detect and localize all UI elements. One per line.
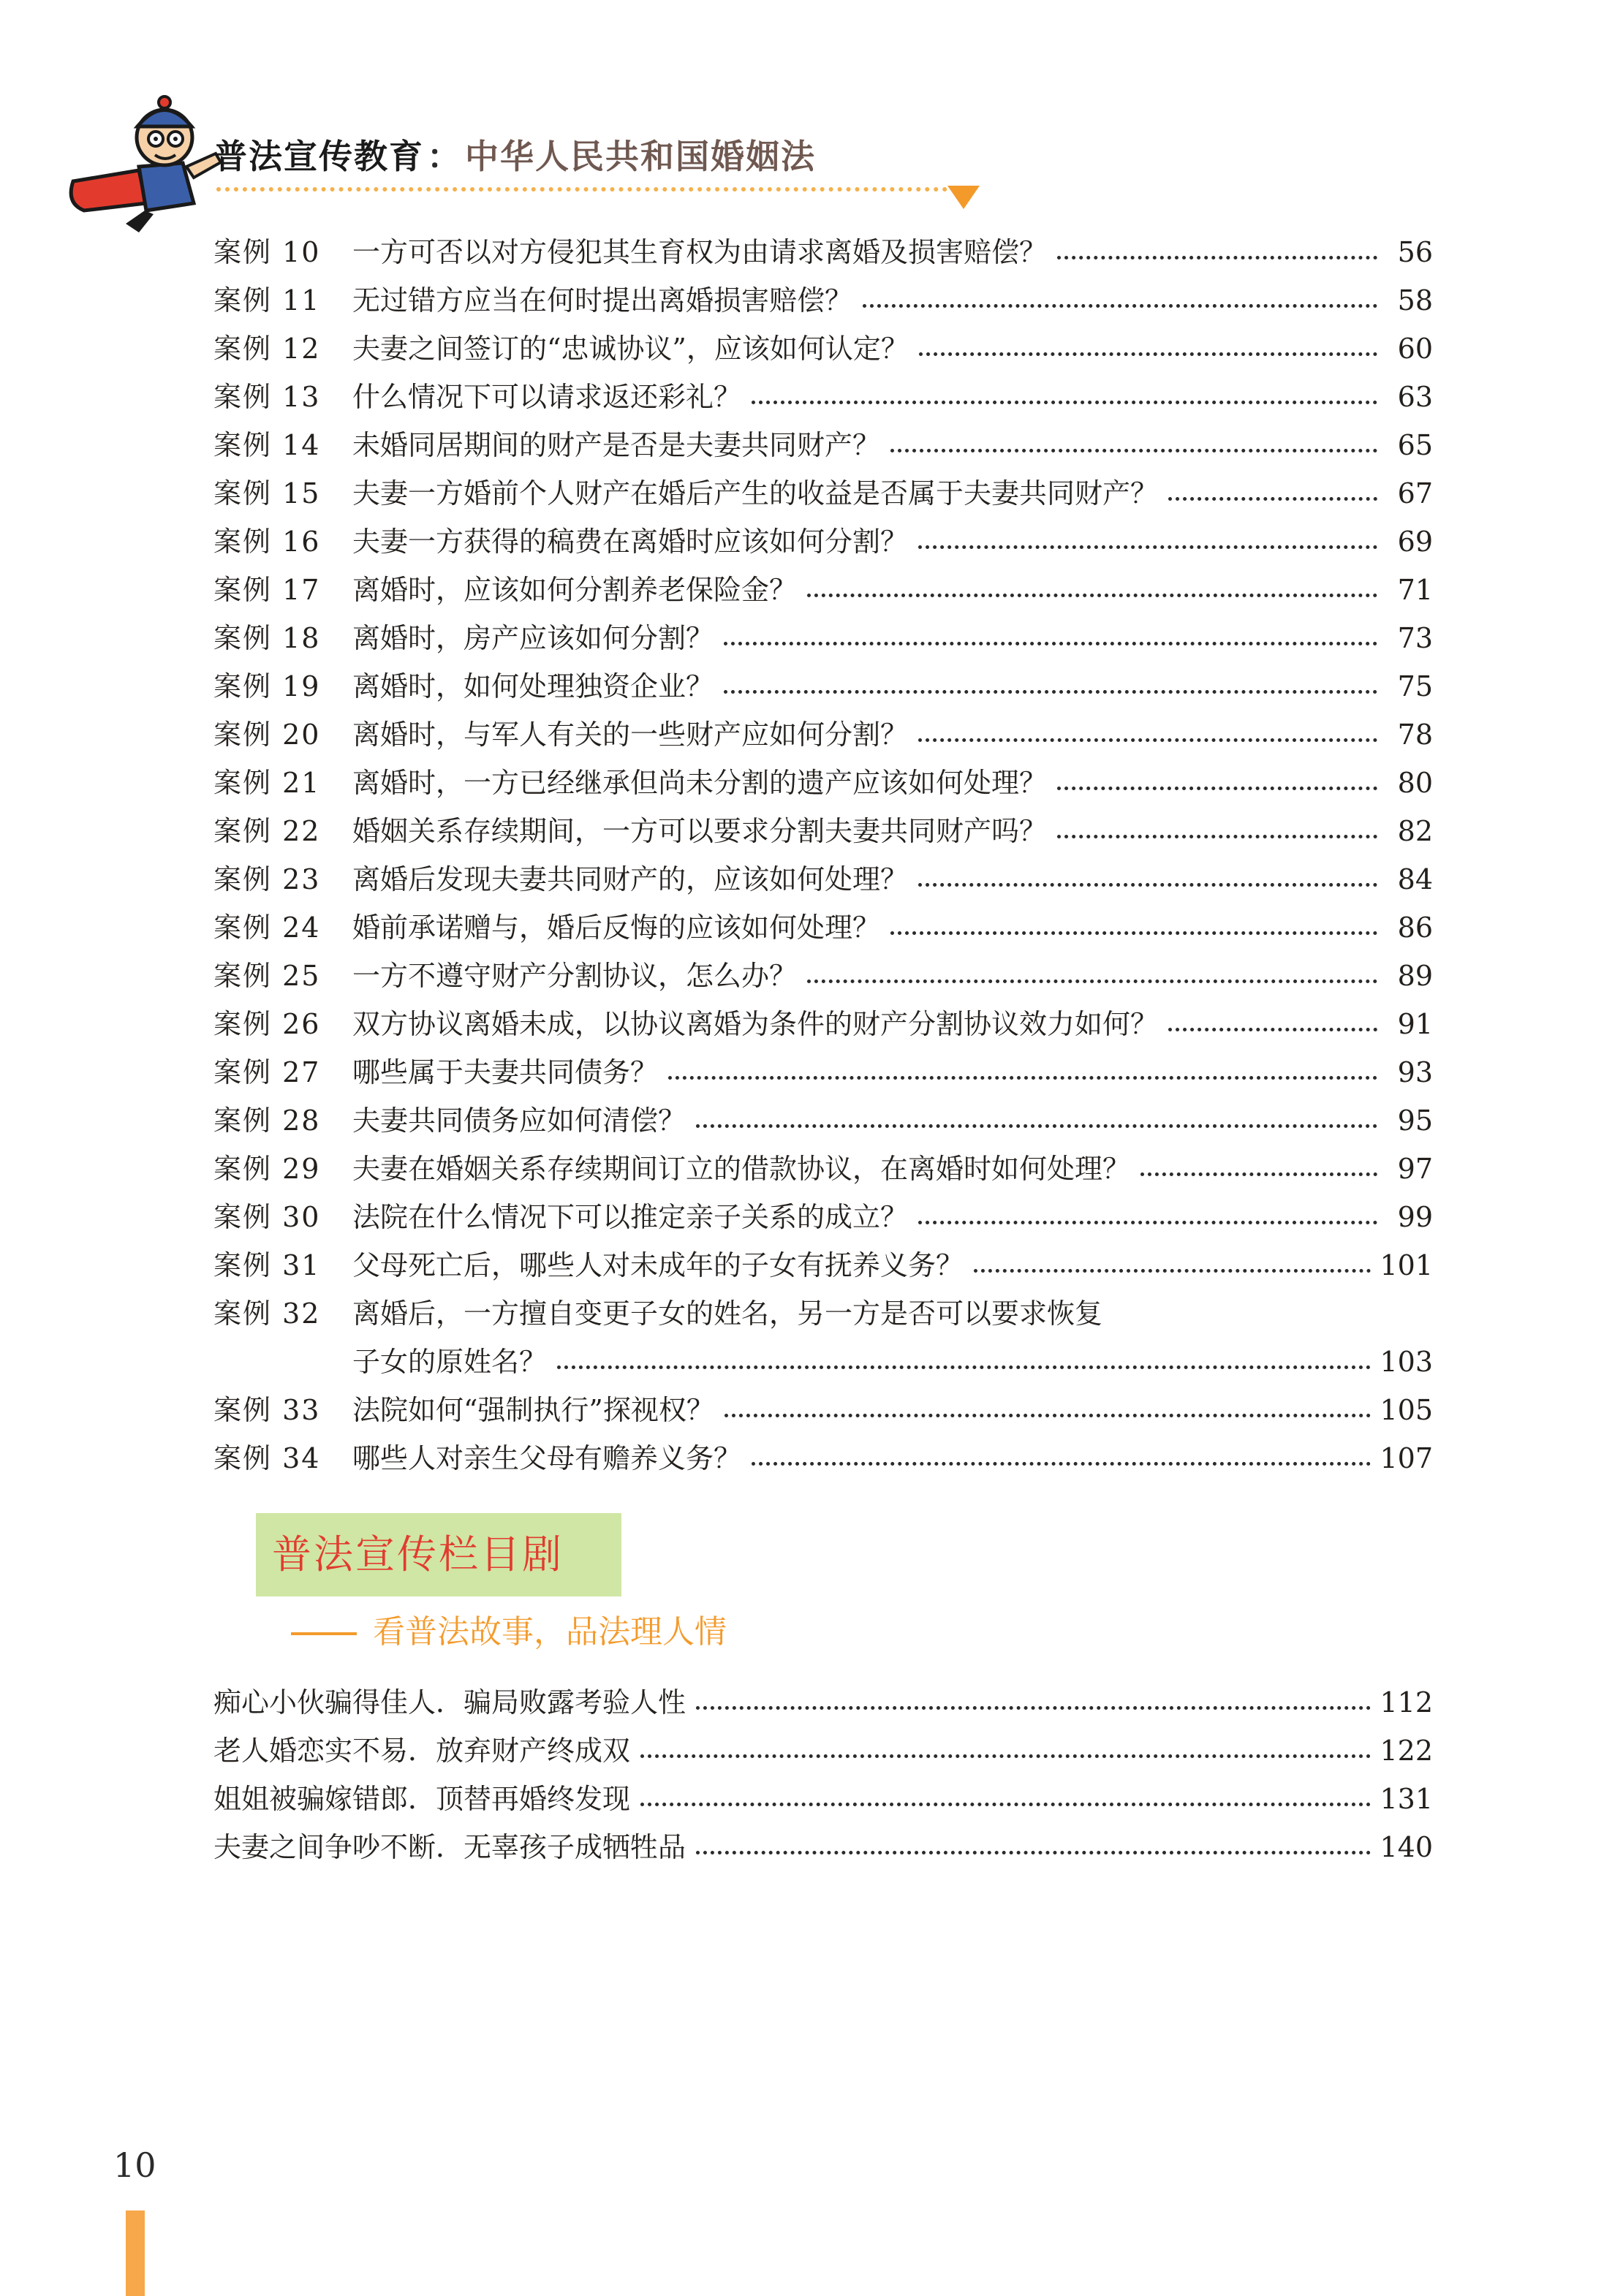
toc-entry[interactable] [213, 759, 1433, 807]
toc-entry[interactable] [213, 1289, 1433, 1338]
case-number: 案例 18 [213, 622, 321, 654]
page-ref: 58 [1397, 284, 1433, 317]
entry-title-continued: 子女的原姓名？ [352, 1346, 548, 1378]
dot-leader [752, 401, 1377, 404]
page-ref: 78 [1397, 719, 1433, 751]
case-number: 案例 34 [213, 1442, 321, 1474]
toc-entry[interactable] [213, 662, 1433, 711]
dot-leader [725, 1414, 1372, 1417]
toc-entry[interactable] [213, 855, 1433, 903]
toc-entry[interactable] [213, 952, 1433, 1000]
page-ref: 107 [1380, 1442, 1433, 1474]
entry-title: 离婚时，一方已经继承但尚未分割的遗产应该如何处理？ [352, 767, 1048, 799]
case-number: 案例 11 [213, 284, 321, 317]
case-number: 案例 27 [213, 1056, 321, 1088]
dot-leader [724, 642, 1377, 645]
toc-entry[interactable] [213, 566, 1433, 614]
triangle-marker-icon [947, 186, 980, 209]
dot-leader [1057, 835, 1377, 838]
case-number: 案例 32 [213, 1297, 321, 1330]
entry-title: 无过错方应当在何时提出离婚损害赔偿？ [352, 284, 853, 317]
dot-leader [918, 545, 1377, 549]
dot-leader [863, 304, 1377, 308]
entry-title: 哪些属于夫妻共同债务？ [352, 1056, 659, 1088]
story-entry[interactable] [213, 1823, 1433, 1871]
page-ref: 69 [1397, 526, 1433, 558]
toc-entry[interactable] [213, 325, 1433, 373]
story-entry[interactable] [213, 1678, 1433, 1727]
entry-title: 夫妻一方获得的稿费在离婚时应该如何分割？ [352, 526, 909, 558]
case-number: 案例 28 [213, 1105, 321, 1137]
page-ref: 86 [1397, 912, 1433, 944]
case-number: 案例 21 [213, 767, 321, 799]
dot-leader [807, 980, 1377, 983]
story-title: 老人婚恋实不易．放弃财产终成双 [213, 1735, 631, 1767]
entry-title: 夫妻一方婚前个人财产在婚后产生的收益是否属于夫妻共同财产？ [352, 477, 1159, 509]
entry-title: 离婚时，如何处理独资企业？ [352, 670, 714, 702]
entry-title: 离婚时，应该如何分割养老保险金？ [352, 574, 798, 606]
case-number: 案例 12 [213, 333, 321, 365]
entry-title: 夫妻之间签订的“忠诚协议”，应该如何认定？ [352, 333, 909, 365]
page-ref: 140 [1380, 1831, 1433, 1863]
case-number: 案例 10 [213, 236, 321, 268]
dot-leader [890, 931, 1377, 935]
page-ref: 101 [1380, 1249, 1433, 1281]
entry-title: 双方协议离婚未成，以协议离婚为条件的财产分割协议效力如何？ [352, 1008, 1159, 1040]
case-number: 案例 16 [213, 526, 321, 558]
dot-leader [1168, 1028, 1377, 1031]
page-ref: 97 [1397, 1153, 1433, 1185]
entry-title: 父母死亡后，哪些人对未成年的子女有抚养义务？ [352, 1249, 964, 1281]
entry-title: 法院如何“强制执行”探视权？ [352, 1394, 714, 1426]
page-ref: 65 [1397, 429, 1433, 461]
dot-leader [668, 1076, 1377, 1080]
page-ref: 73 [1397, 622, 1433, 654]
toc-entry[interactable] [213, 373, 1433, 421]
toc-entry[interactable] [213, 1193, 1433, 1241]
page-ref: 75 [1397, 670, 1433, 702]
dot-leader [752, 1462, 1371, 1466]
story-entry[interactable] [213, 1727, 1433, 1775]
title-separator: ： [427, 137, 462, 176]
entry-title: 离婚时，与军人有关的一些财产应如何分割？ [352, 719, 909, 751]
toc-entry[interactable] [213, 1048, 1433, 1096]
case-number: 案例 33 [213, 1394, 321, 1426]
toc-entry[interactable] [213, 1386, 1433, 1434]
page-ref: 60 [1397, 333, 1433, 365]
case-number: 案例 20 [213, 719, 321, 751]
story-list [213, 1678, 1433, 1871]
page-ref: 122 [1380, 1735, 1433, 1767]
toc-entry[interactable] [213, 1096, 1433, 1145]
toc-entry[interactable] [213, 614, 1433, 662]
case-number: 案例 22 [213, 815, 321, 847]
case-number: 案例 30 [213, 1201, 321, 1233]
dot-leader [1057, 787, 1377, 790]
dot-leader [974, 1269, 1371, 1273]
toc-entry-continuation[interactable] [213, 1338, 1433, 1386]
case-number: 案例 19 [213, 670, 321, 702]
story-title: 痴心小伙骗得佳人．骗局败露考验人性 [213, 1686, 686, 1719]
page-ref: 103 [1380, 1346, 1433, 1378]
entry-title: 什么情况下可以请求返还彩礼？ [352, 381, 742, 413]
header-title [213, 130, 816, 178]
entry-title: 法院在什么情况下可以推定亲子关系的成立？ [352, 1201, 909, 1233]
case-number: 案例 31 [213, 1249, 321, 1281]
case-number: 案例 26 [213, 1008, 321, 1040]
case-number: 案例 14 [213, 429, 321, 461]
page-ref: 89 [1397, 960, 1433, 992]
page-ref: 99 [1397, 1201, 1433, 1233]
entry-title: 婚前承诺赠与，婚后反悔的应该如何处理？ [352, 912, 881, 944]
case-number: 案例 17 [213, 574, 321, 606]
dot-leader [640, 1754, 1371, 1758]
dot-leader [1168, 497, 1377, 501]
toc-entry[interactable] [213, 276, 1433, 325]
entry-title: 夫妻共同债务应如何清偿？ [352, 1105, 686, 1137]
subtitle-dash [291, 1632, 357, 1635]
entry-title: 离婚后发现夫妻共同财产的，应该如何处理？ [352, 863, 909, 895]
section-title: 普法宣传栏目剧 [272, 1531, 564, 1577]
page-edge-bar [126, 2210, 145, 2296]
series-title: 普法宣传教育 [213, 137, 424, 176]
page-ref: 63 [1397, 381, 1433, 413]
page-header [0, 0, 1623, 234]
page-ref: 131 [1380, 1783, 1433, 1815]
page-ref: 56 [1397, 236, 1433, 268]
toc-entry[interactable] [213, 1000, 1433, 1048]
book-title: 中华人民共和国婚姻法 [465, 137, 816, 176]
entry-title: 哪些人对亲生父母有赡养义务？ [352, 1442, 742, 1474]
dot-leader [724, 690, 1377, 694]
page-ref: 84 [1397, 863, 1433, 895]
page-number: 10 [113, 2145, 156, 2185]
case-number: 案例 24 [213, 912, 321, 944]
page-ref: 105 [1380, 1394, 1433, 1426]
dot-leader [696, 1851, 1371, 1854]
page-ref: 71 [1397, 574, 1433, 606]
page-ref: 67 [1397, 477, 1433, 509]
dot-leader [557, 1365, 1371, 1369]
case-number: 案例 13 [213, 381, 321, 413]
story-entry[interactable] [213, 1775, 1433, 1823]
section-subtitle: 看普法故事，品法理人情 [373, 1613, 727, 1651]
dot-leader [696, 1706, 1371, 1710]
toc-entry[interactable] [213, 1434, 1433, 1482]
page-ref: 82 [1397, 815, 1433, 847]
entry-title: 一方不遵守财产分割协议，怎么办？ [352, 960, 798, 992]
entry-title: 离婚后，一方擅自变更子女的姓名，另一方是否可以要求恢复 [352, 1297, 1103, 1330]
page-ref: 93 [1397, 1056, 1433, 1088]
dot-leader [807, 594, 1377, 597]
page-ref: 80 [1397, 767, 1433, 799]
toc-entry[interactable] [213, 1241, 1433, 1289]
header-dotted-rule [216, 187, 947, 192]
case-number: 案例 25 [213, 960, 321, 992]
entry-title: 夫妻在婚姻关系存续期间订立的借款协议，在离婚时如何处理？ [352, 1153, 1131, 1185]
case-number: 案例 15 [213, 477, 321, 509]
dot-leader [640, 1803, 1371, 1806]
entry-title: 离婚时，房产应该如何分割？ [352, 622, 714, 654]
case-number: 案例 23 [213, 863, 321, 895]
table-of-contents [213, 228, 1433, 1482]
dot-leader [919, 352, 1377, 356]
dot-leader [918, 883, 1377, 887]
toc-entry[interactable] [213, 469, 1433, 518]
page-ref: 112 [1380, 1686, 1433, 1719]
story-title: 姐姐被骗嫁错郎．顶替再婚终发现 [213, 1783, 631, 1815]
story-title: 夫妻之间争吵不断．无辜孩子成牺牲品 [213, 1831, 686, 1863]
page-ref: 95 [1397, 1105, 1433, 1137]
dot-leader [918, 738, 1377, 742]
dot-leader [918, 1221, 1377, 1224]
toc-entry[interactable] [213, 228, 1433, 276]
case-number: 案例 29 [213, 1153, 321, 1185]
dot-leader [696, 1124, 1377, 1128]
toc-entry[interactable] [213, 421, 1433, 469]
dot-leader [1140, 1172, 1377, 1176]
page-ref: 91 [1397, 1008, 1433, 1040]
entry-title: 一方可否以对方侵犯其生育权为由请求离婚及损害赔偿？ [352, 236, 1048, 268]
toc-entry[interactable] [213, 807, 1433, 855]
entry-title: 未婚同居期间的财产是否是夫妻共同财产？ [352, 429, 881, 461]
toc-entry[interactable] [213, 711, 1433, 759]
toc-entry[interactable] [213, 518, 1433, 566]
toc-entry[interactable] [213, 903, 1433, 952]
dot-leader [890, 449, 1377, 452]
toc-entry[interactable] [213, 1145, 1433, 1193]
entry-title: 婚姻关系存续期间，一方可以要求分割夫妻共同财产吗？ [352, 815, 1048, 847]
dot-leader [1057, 256, 1377, 259]
